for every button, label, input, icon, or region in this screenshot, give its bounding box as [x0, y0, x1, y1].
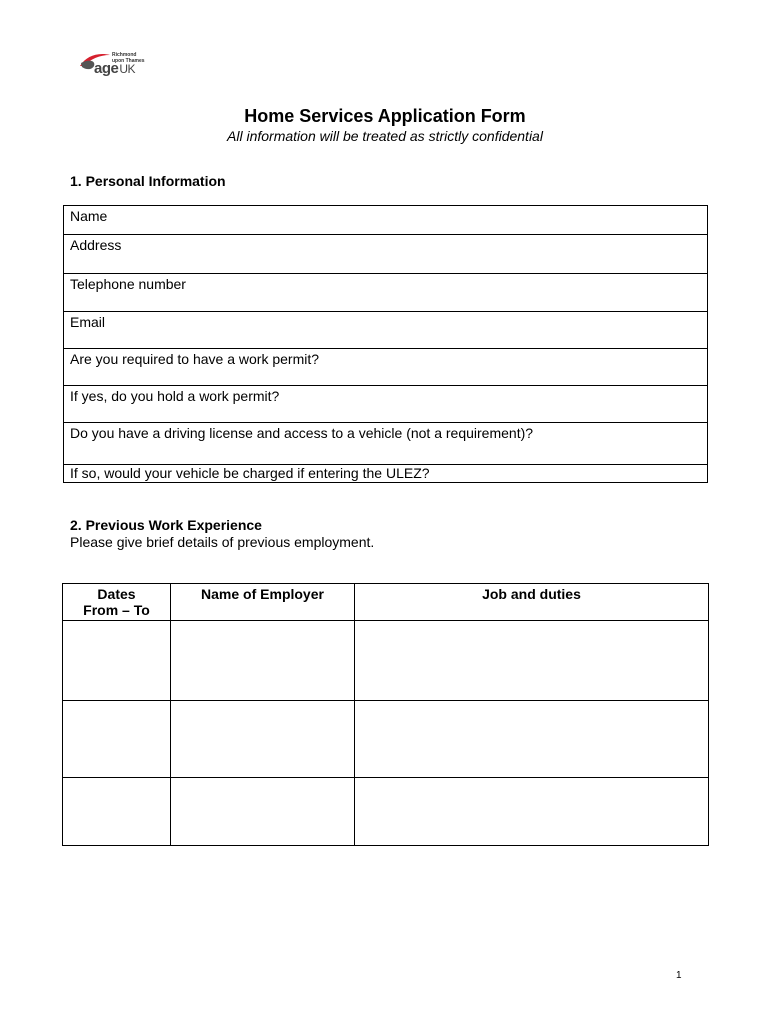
column-header-employer: Name of Employer	[171, 584, 355, 621]
field-email[interactable]: Email	[64, 312, 708, 349]
cell-employer[interactable]	[171, 778, 355, 846]
cell-duties[interactable]	[355, 778, 709, 846]
section-work-instructions: Please give brief details of previous employment.	[70, 534, 375, 550]
cell-employer[interactable]	[171, 621, 355, 701]
field-address[interactable]: Address	[64, 235, 708, 274]
field-ulez-charge[interactable]: If so, would your vehicle be charged if entering the ULEZ?	[64, 465, 708, 483]
cell-duties[interactable]	[355, 621, 709, 701]
field-work-permit-held[interactable]: If yes, do you hold a work permit?	[64, 386, 708, 423]
column-header-duties: Job and duties	[355, 584, 709, 621]
field-driving-license[interactable]: Do you have a driving license and access to a vehicle (not a requirement)?	[64, 423, 708, 465]
field-work-permit-required[interactable]: Are you required to have a work permit?	[64, 349, 708, 386]
logo-text-line2: upon Thames	[112, 58, 145, 64]
section-personal-heading: 1. Personal Information	[70, 173, 226, 189]
personal-info-table	[63, 205, 708, 483]
cell-dates[interactable]	[63, 621, 171, 701]
cell-dates[interactable]	[63, 778, 171, 846]
work-experience-table	[62, 583, 709, 846]
logo-wordmark: ageUK	[94, 60, 136, 77]
cell-dates[interactable]	[63, 701, 171, 778]
field-telephone[interactable]: Telephone number	[64, 274, 708, 312]
table-row	[63, 778, 709, 846]
logo-text-line1: Richmond	[112, 52, 137, 58]
field-name[interactable]: Name	[64, 206, 708, 235]
page-subtitle: All information will be treated as strictly confidential	[227, 128, 543, 144]
table-row	[63, 621, 709, 701]
page-title: Home Services Application Form	[244, 106, 526, 126]
page-number: 1	[676, 970, 682, 981]
age-uk-logo	[78, 50, 158, 84]
column-header-dates: Dates From – To	[63, 584, 171, 621]
section-work-heading: 2. Previous Work Experience	[70, 517, 262, 533]
cell-duties[interactable]	[355, 701, 709, 778]
table-row	[63, 701, 709, 778]
cell-employer[interactable]	[171, 701, 355, 778]
